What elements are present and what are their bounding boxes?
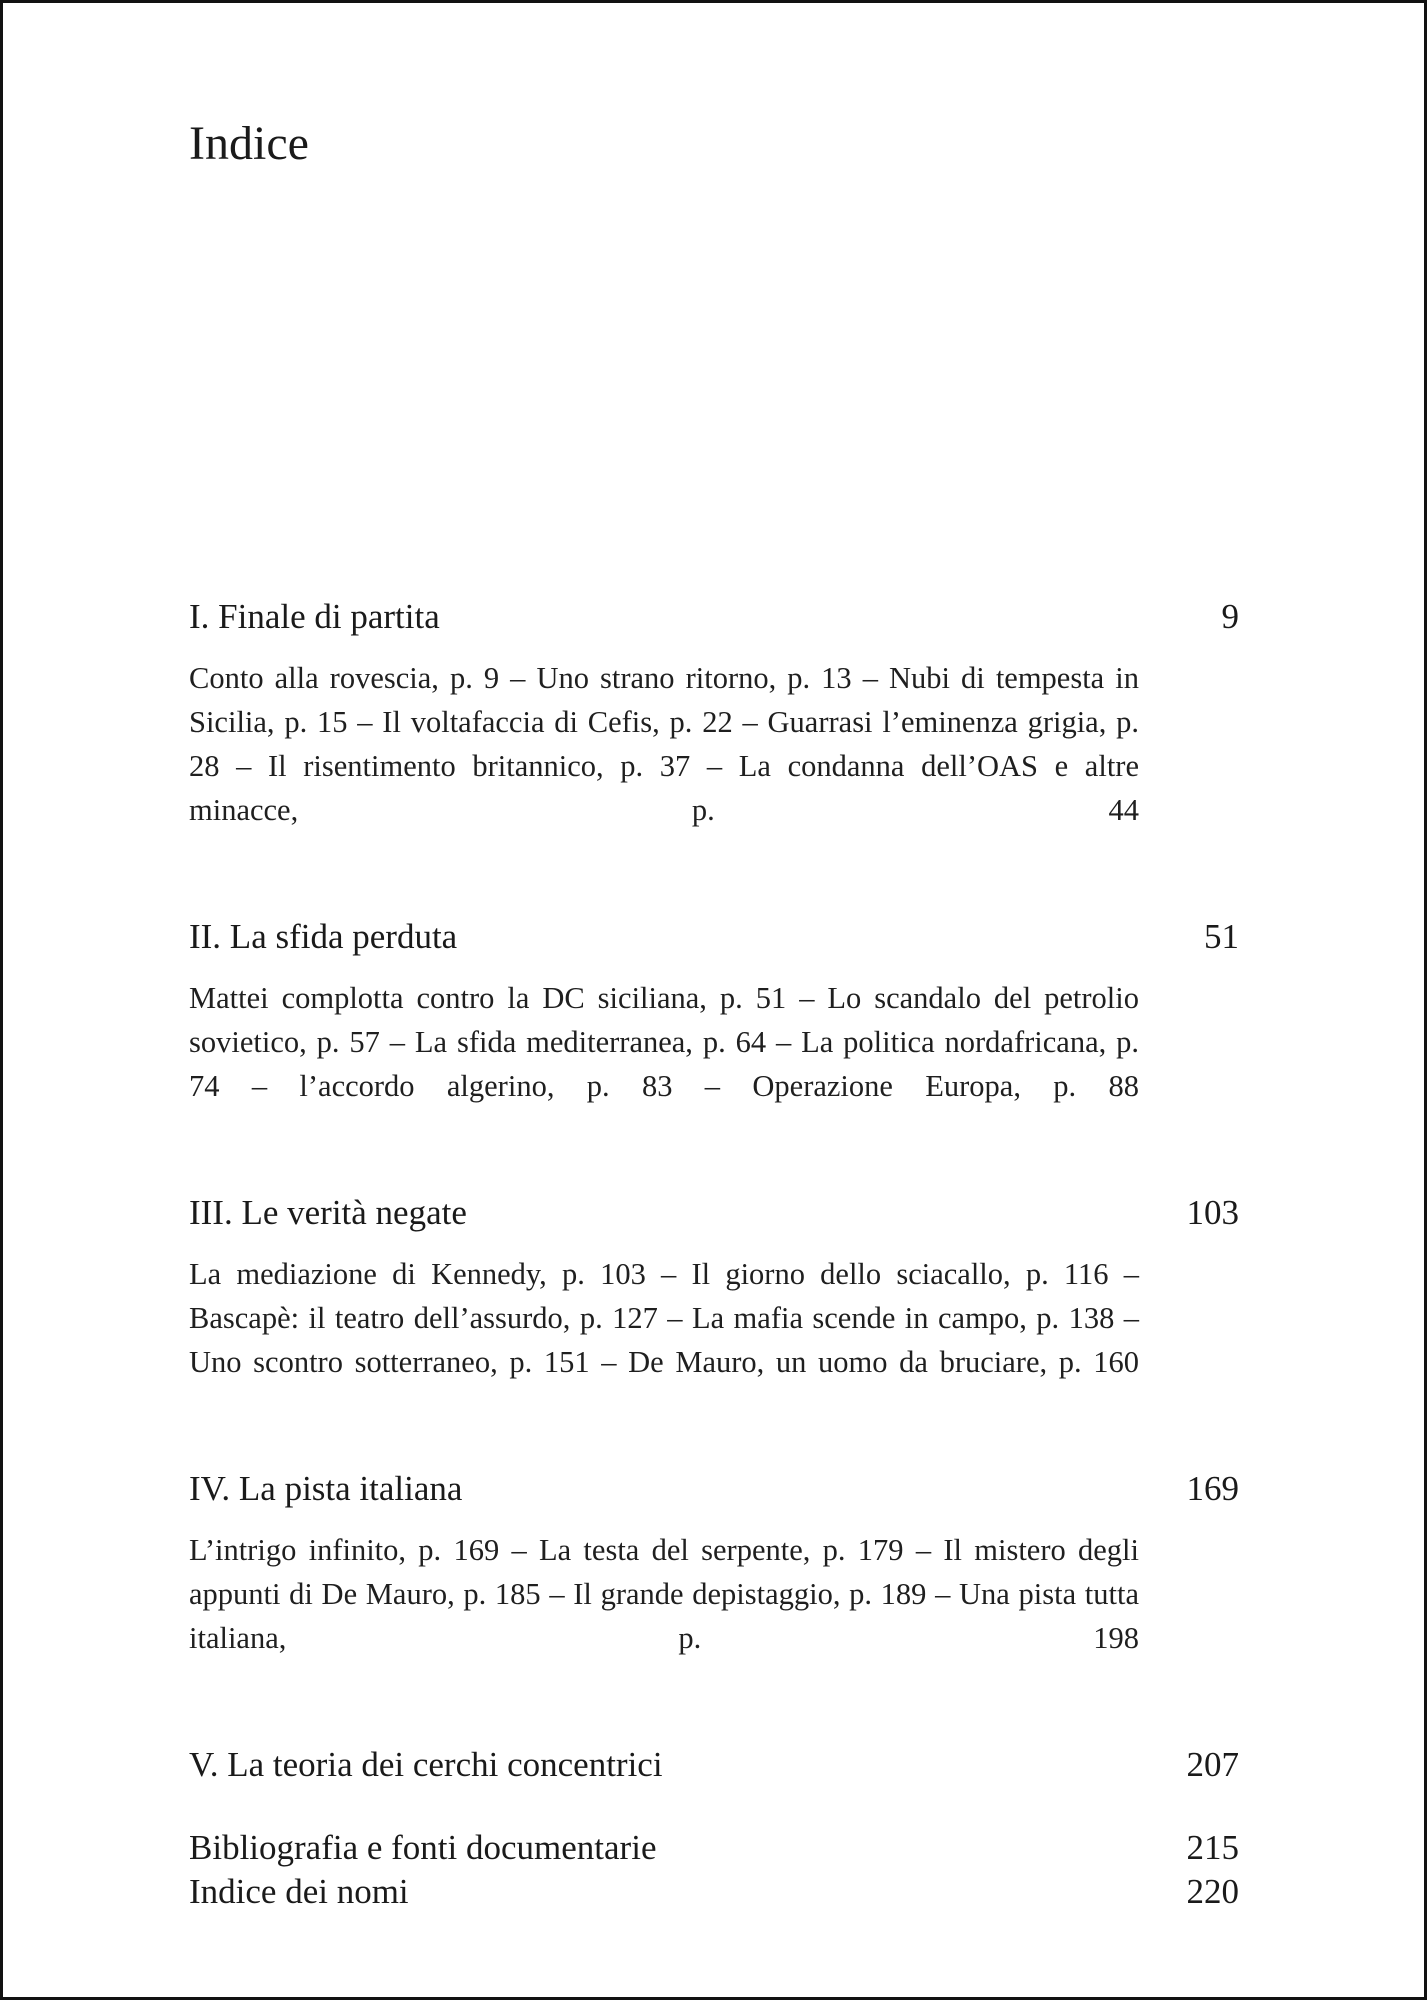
chapter-title: I. Finale di partita [189,597,440,636]
chapter-title: III. Le verità negate [189,1193,467,1232]
back-matter [189,1826,1239,1914]
chapter-summary: Mattei complotta contro la DC siciliana, p. 51 – Lo scandalo del petrolio sovietico, p. 57 – La sfida mediterranea, p. 64 – La politica nordafricana, p. 74 – l’accordo algerino, p. 83 – Operazione Europa, p. 88 [189,981,1139,1103]
entry-page-number: 215 [1186,1828,1239,1867]
chapter-heading [189,590,1239,644]
entry-title: Indice dei nomi [189,1872,409,1911]
chapter-page-number: 169 [1186,1469,1239,1508]
chapter-summary: Conto alla rovescia, p. 9 – Uno strano ritorno, p. 13 – Nubi di tempesta in Sicilia, p. 15 – Il voltafaccia di Cefis, p. 22 – Guarrasi l’eminenza grigia, p. 28 – Il risentimento britannico, p. 37 – La condanna dell’OAS e altre minacce, p. 44 [189,661,1139,827]
chapter-page-number: 103 [1186,1193,1239,1232]
chapter-page-number: 51 [1204,917,1239,956]
chapter-heading [189,1462,1239,1516]
table-of-contents [189,590,1239,1914]
chapter-title: IV. La pista italiana [189,1469,463,1508]
chapter-heading [189,1738,1239,1792]
back-matter-entry-bibliography [189,1826,1239,1870]
chapter-4 [189,1462,1239,1704]
chapter-title: II. La sfida perduta [189,917,458,956]
chapter-3 [189,1186,1239,1428]
chapter-1 [189,590,1239,876]
chapter-5 [189,1738,1239,1792]
chapter-title: V. La teoria dei cerchi concentrici [189,1745,663,1784]
page-title: Indice [189,117,309,170]
entry-page-number: 220 [1186,1872,1239,1911]
chapter-heading [189,1186,1239,1240]
chapter-page-number: 207 [1186,1745,1239,1784]
back-matter-entry-name-index [189,1870,1239,1914]
chapter-summary: L’intrigo infinito, p. 169 – La testa del serpente, p. 179 – Il mistero degli appunti di De Mauro, p. 185 – Il grande depistaggio, p. 189 – Una pista tutta italiana, p. 198 [189,1533,1139,1655]
chapter-page-number: 9 [1221,597,1239,636]
chapter-2 [189,910,1239,1152]
chapter-heading [189,910,1239,964]
entry-title: Bibliografia e fonti documentarie [189,1828,657,1867]
chapter-summary: La mediazione di Kennedy, p. 103 – Il giorno dello sciacallo, p. 116 – Bascapè: il teatro dell’assurdo, p. 127 – La mafia scende in campo, p. 138 – Uno scontro sotterraneo, p. 151 – De Mauro, un uomo da bruciare, p. 160 [189,1257,1139,1379]
